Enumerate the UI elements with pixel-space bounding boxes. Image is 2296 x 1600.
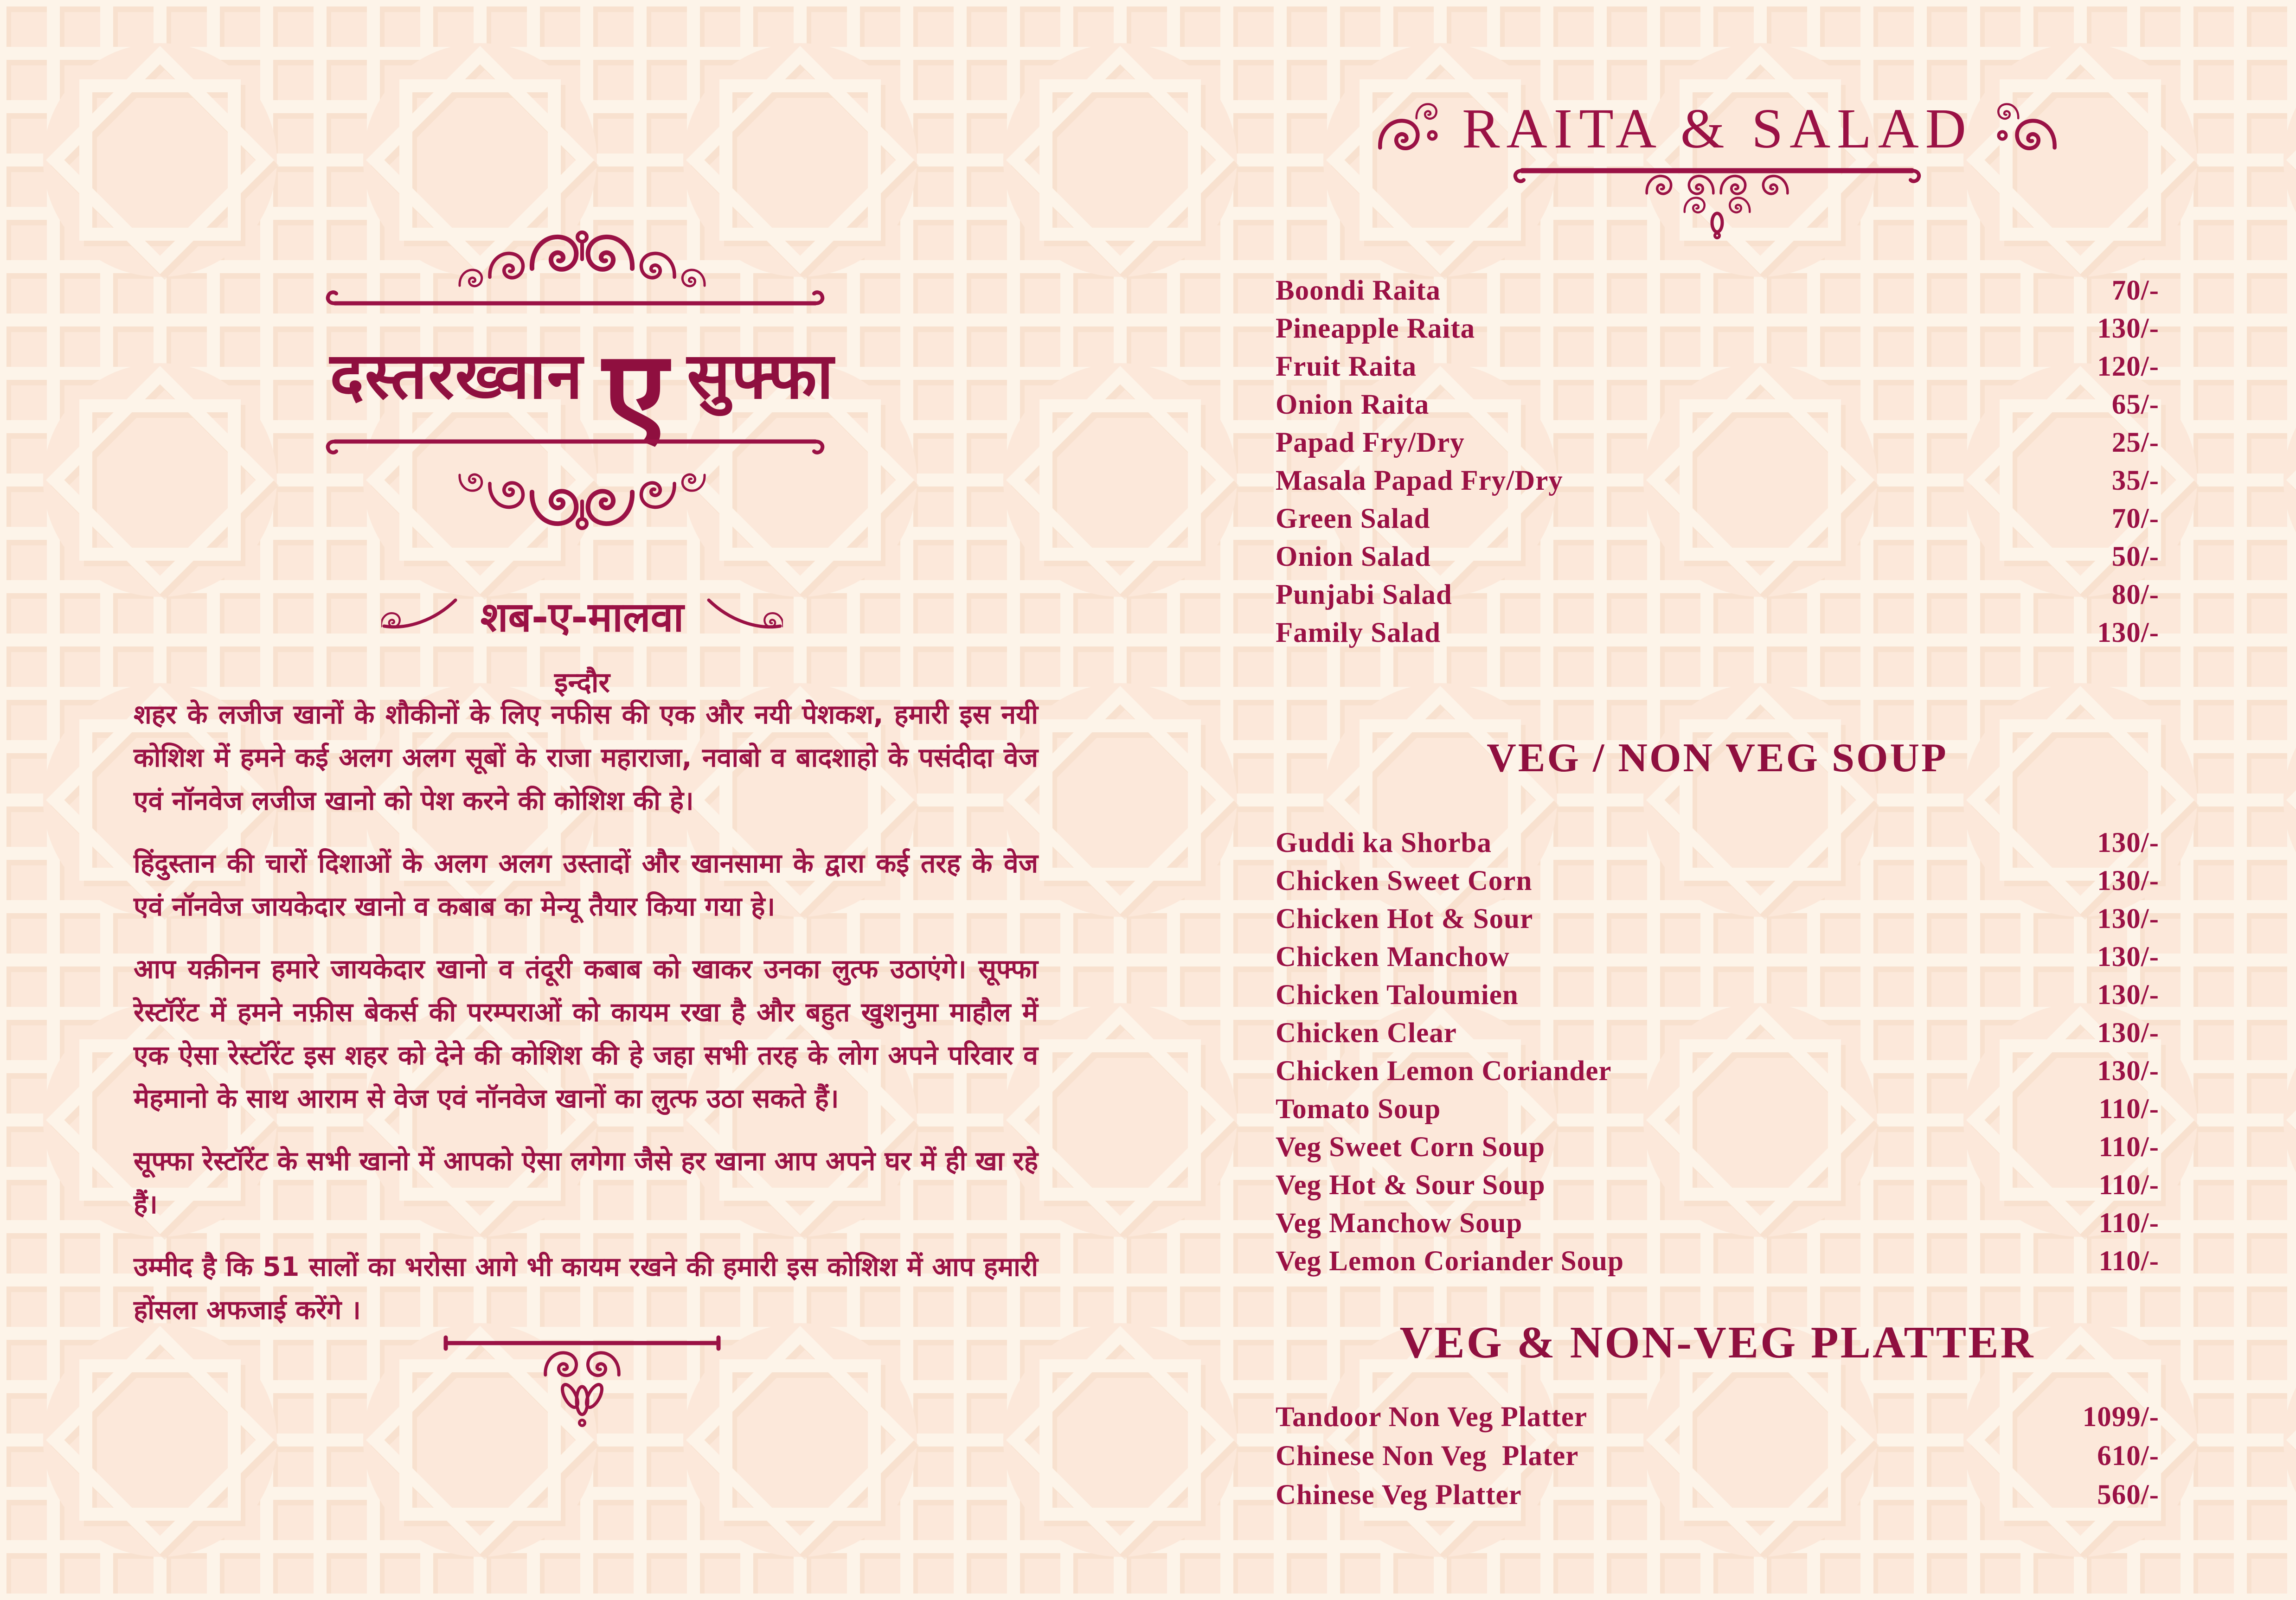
menu-item-name: Chicken Manchow — [1276, 941, 1510, 973]
menu-item-row — [1276, 386, 2159, 424]
menu-item-price: 110/- — [2098, 1094, 2159, 1125]
menu-item-name: Veg Manchow Soup — [1276, 1208, 1523, 1239]
menu-item-price: 120/- — [2097, 351, 2159, 382]
section-title-platter: VEG & NON-VEG PLATTER — [1399, 1318, 2035, 1368]
menu-item-price: 130/- — [2097, 1018, 2159, 1049]
menu-item-name: Veg Hot & Sour Soup — [1276, 1170, 1546, 1201]
rule-with-curled-ends-ornament-bottom — [325, 435, 826, 456]
menu-item-name: Boondi Raita — [1276, 275, 1441, 306]
menu-item-name: Chinese Non Veg Plater — [1276, 1440, 1579, 1472]
menu-item-name: Chicken Taloumien — [1276, 979, 1519, 1011]
menu-item-name: Papad Fry/Dry — [1276, 427, 1465, 458]
section-title-soup: VEG / NON VEG SOUP — [1487, 736, 1948, 781]
menu-item-row — [1276, 500, 2159, 538]
section-title-raita-salad: RAITA & SALAD — [1462, 97, 1973, 160]
menu-item-row — [1276, 462, 2159, 500]
menu-item-price: 130/- — [2097, 313, 2159, 344]
menu-item-name: Green Salad — [1276, 503, 1430, 534]
menu-item-row — [1276, 976, 2159, 1014]
menu-item-row — [1276, 1476, 2159, 1515]
swirl-ornament-left — [381, 594, 460, 638]
menu-item-row — [1276, 576, 2159, 614]
menu-item-name: Pineapple Raita — [1276, 313, 1475, 344]
menu-item-price: 130/- — [2097, 617, 2159, 648]
menu-item-price: 110/- — [2098, 1246, 2159, 1277]
menu-item-name: Tomato Soup — [1276, 1094, 1441, 1125]
rule-with-curled-ends-ornament-top — [325, 288, 826, 310]
menu-item-name: Veg Sweet Corn Soup — [1276, 1132, 1546, 1163]
menu-item-name: Chicken Clear — [1276, 1018, 1457, 1049]
menu-item-name: Family Salad — [1276, 617, 1441, 648]
header-underline-flourish-ornament — [1508, 167, 1926, 241]
menu-item-row — [1276, 900, 2159, 938]
city-label: इन्दौर — [554, 666, 610, 699]
menu-item-row — [1276, 1204, 2159, 1242]
menu-item-price: 130/- — [2097, 903, 2159, 934]
intro-paragraph: हिंदुस्तान की चारों दिशाओं के अलग अलग उस्तादों और खानसामा के द्वारा कई तरह के वेज एवं नॉनवेज जायकेदार खानो व कबाब का मेन्यू तैयार किया गया हे। — [134, 848, 1038, 922]
left-page — [130, 0, 1038, 1600]
menu-item-name: Tandoor Non Veg Platter — [1276, 1402, 1588, 1433]
menu-item-row — [1276, 1128, 2159, 1166]
subtitle-row — [130, 585, 1034, 646]
right-page — [1276, 0, 2159, 1600]
menu-item-price: 35/- — [2111, 465, 2159, 496]
menu-item-row — [1276, 1242, 2159, 1280]
intro-paragraph: शहर के लजीज खानों के शौकीनों के लिए नफीस की एक और नयी पेशकश, हमारी इस नयी कोशिश में हमने कई अलग अलग सूबों के राजा महाराजा, नवाबो व बादशाहो के पसंदीदा वेज एवं नॉनवेज लजीज खानो को पेश करने की कोशिश की हे। — [134, 699, 1038, 816]
menu-item-row — [1276, 272, 2159, 310]
menu-item-name: Chinese Veg Platter — [1276, 1479, 1522, 1510]
soup-list — [1276, 824, 2159, 1280]
intro-paragraph: सूफ्फा रेस्टॉरेंट के सभी खानो में आपको ऐसा लगेगा जैसे हर खाना आप अपने घर में ही खा रहे हैं। — [134, 1146, 1038, 1220]
menu-item-price: 65/- — [2111, 389, 2159, 420]
menu-item-price: 130/- — [2097, 941, 2159, 973]
section-header-raita-salad — [1276, 96, 2159, 161]
menu-item-row — [1276, 614, 2159, 652]
menu-item-price: 70/- — [2111, 503, 2159, 534]
menu-item-row — [1276, 1166, 2159, 1204]
menu-item-row — [1276, 1090, 2159, 1128]
menu-item-row — [1276, 1437, 2159, 1476]
platter-list — [1276, 1398, 2159, 1515]
menu-item-row — [1276, 538, 2159, 576]
intro-paragraphs — [134, 693, 1038, 1351]
menu-item-name: Fruit Raita — [1276, 351, 1417, 382]
menu-item-name: Chicken Lemon Coriander — [1276, 1056, 1612, 1087]
menu-item-price: 110/- — [2098, 1208, 2159, 1239]
menu-item-price: 610/- — [2097, 1440, 2159, 1472]
menu-item-price: 110/- — [2098, 1132, 2159, 1163]
menu-item-price: 70/- — [2111, 275, 2159, 306]
menu-item-row — [1276, 424, 2159, 462]
title-part-1: दस्तरख्वान — [330, 339, 584, 413]
subtitle-text: शब-ए-मालवा — [480, 593, 684, 641]
divider-flourish-ornament — [438, 1335, 726, 1434]
menu-item-price: 50/- — [2111, 541, 2159, 572]
crown-flourish-ornament-bottom — [452, 457, 712, 533]
menu-item-name: Punjabi Salad — [1276, 579, 1452, 610]
menu-item-row — [1276, 310, 2159, 348]
menu-item-name: Chicken Sweet Corn — [1276, 865, 1533, 896]
menu-item-name: Masala Papad Fry/Dry — [1276, 465, 1563, 496]
menu-item-price: 130/- — [2097, 979, 2159, 1011]
swirl-ornament-right — [704, 594, 783, 638]
double-swirl-ornament-right — [1990, 101, 2060, 157]
menu-item-price: 130/- — [2097, 1056, 2159, 1087]
menu-item-price: 25/- — [2111, 427, 2159, 458]
title-part-2: सुफ्फा — [687, 339, 834, 413]
menu-item-row — [1276, 824, 2159, 862]
menu-item-name: Onion Salad — [1276, 541, 1431, 572]
menu-item-row — [1276, 862, 2159, 900]
menu-item-row — [1276, 1014, 2159, 1052]
menu-item-row — [1276, 1052, 2159, 1090]
menu-item-price: 1099/- — [2082, 1402, 2159, 1433]
menu-item-price: 560/- — [2097, 1479, 2159, 1510]
menu-item-price: 130/- — [2097, 827, 2159, 858]
menu-item-name: Chicken Hot & Sour — [1276, 903, 1533, 934]
restaurant-title: दस्तरख्वान ए सुफ्फा — [330, 326, 834, 461]
intro-paragraph: उम्मीद है कि 51 सालों का भरोसा आगे भी कायम रखने की हमारी इस कोशिश में आप हमारी होंसला अफजाई करेंगे । — [134, 1252, 1038, 1325]
menu-item-name: Guddi ka Shorba — [1276, 827, 1492, 858]
menu-item-row — [1276, 938, 2159, 976]
menu-item-price: 80/- — [2111, 579, 2159, 610]
menu-item-row — [1276, 1398, 2159, 1437]
raita-salad-list — [1276, 272, 2159, 652]
menu-item-price: 130/- — [2097, 865, 2159, 896]
intro-paragraph: आप यक़ीनन हमारे जायकेदार खानो व तंदूरी कबाब को खाकर उनका लुत्फ उठाएंगे। सूफ्फा रेस्टॉरेंट में हमने नफ़ीस बेकर्स की परम्पराओं को कायम रखा है और बहुत खुशनुमा माहौल में एक ऐसा रेस्टॉरेंट इस शहर को देने की कोशिश की हे जहा सभी तरह के लोग अपने परिवार व मेहमानो के साथ आराम से वेज एवं नॉनवेज खानों का लुत्फ उठा सकते हैं। — [134, 954, 1038, 1114]
double-swirl-ornament-left — [1375, 101, 1444, 157]
menu-item-row — [1276, 348, 2159, 386]
menu-item-name: Onion Raita — [1276, 389, 1430, 420]
menu-item-price: 110/- — [2098, 1170, 2159, 1201]
menu-item-name: Veg Lemon Coriander Soup — [1276, 1246, 1624, 1277]
